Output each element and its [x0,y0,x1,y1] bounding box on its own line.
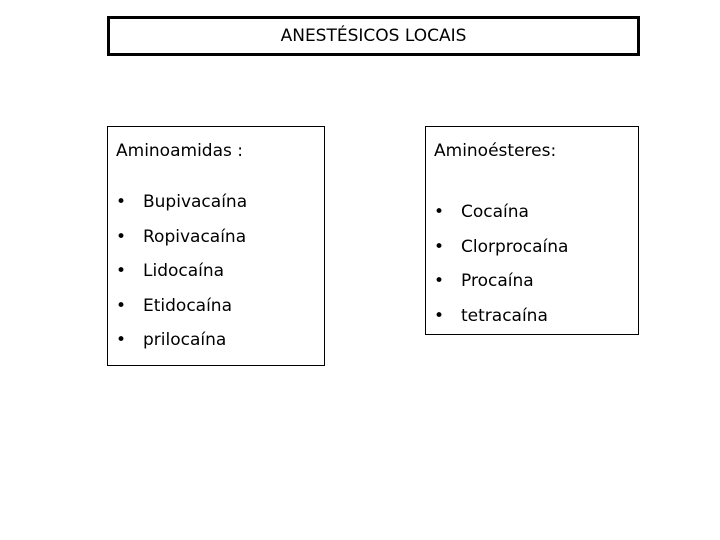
list-item-label: Etidocaína [143,295,233,316]
bullet-icon: • [434,305,445,326]
bullet-icon: • [434,202,445,222]
list-item-label: Ropivacaína [143,226,247,247]
bullet-icon: • [434,271,445,291]
list-item-label: prilocaína [143,330,227,350]
aminoamidas-heading: Aminoamidas : [116,141,243,161]
aminoesteres-panel [425,126,639,335]
bullet-icon: • [434,236,445,257]
list-item-label: Lidocaína [143,261,225,281]
bullet-icon: • [116,295,127,316]
aminoesteres-heading: Aminoésteres: [434,141,557,161]
title-box [107,16,640,56]
bullet-icon: • [116,226,127,247]
slide-title: ANESTÉSICOS LOCAIS [280,26,467,46]
list-item-label: Clorprocaína [461,236,569,257]
bullet-icon: • [116,192,127,212]
list-item-label: Procaína [461,271,534,291]
list-item-label: tetracaína [461,305,548,326]
aminoamidas-panel [107,126,325,366]
list-item-label: Bupivacaína [143,192,248,212]
bullet-icon: • [116,261,127,281]
bullet-icon: • [116,330,127,350]
list-item-label: Cocaína [461,202,529,222]
